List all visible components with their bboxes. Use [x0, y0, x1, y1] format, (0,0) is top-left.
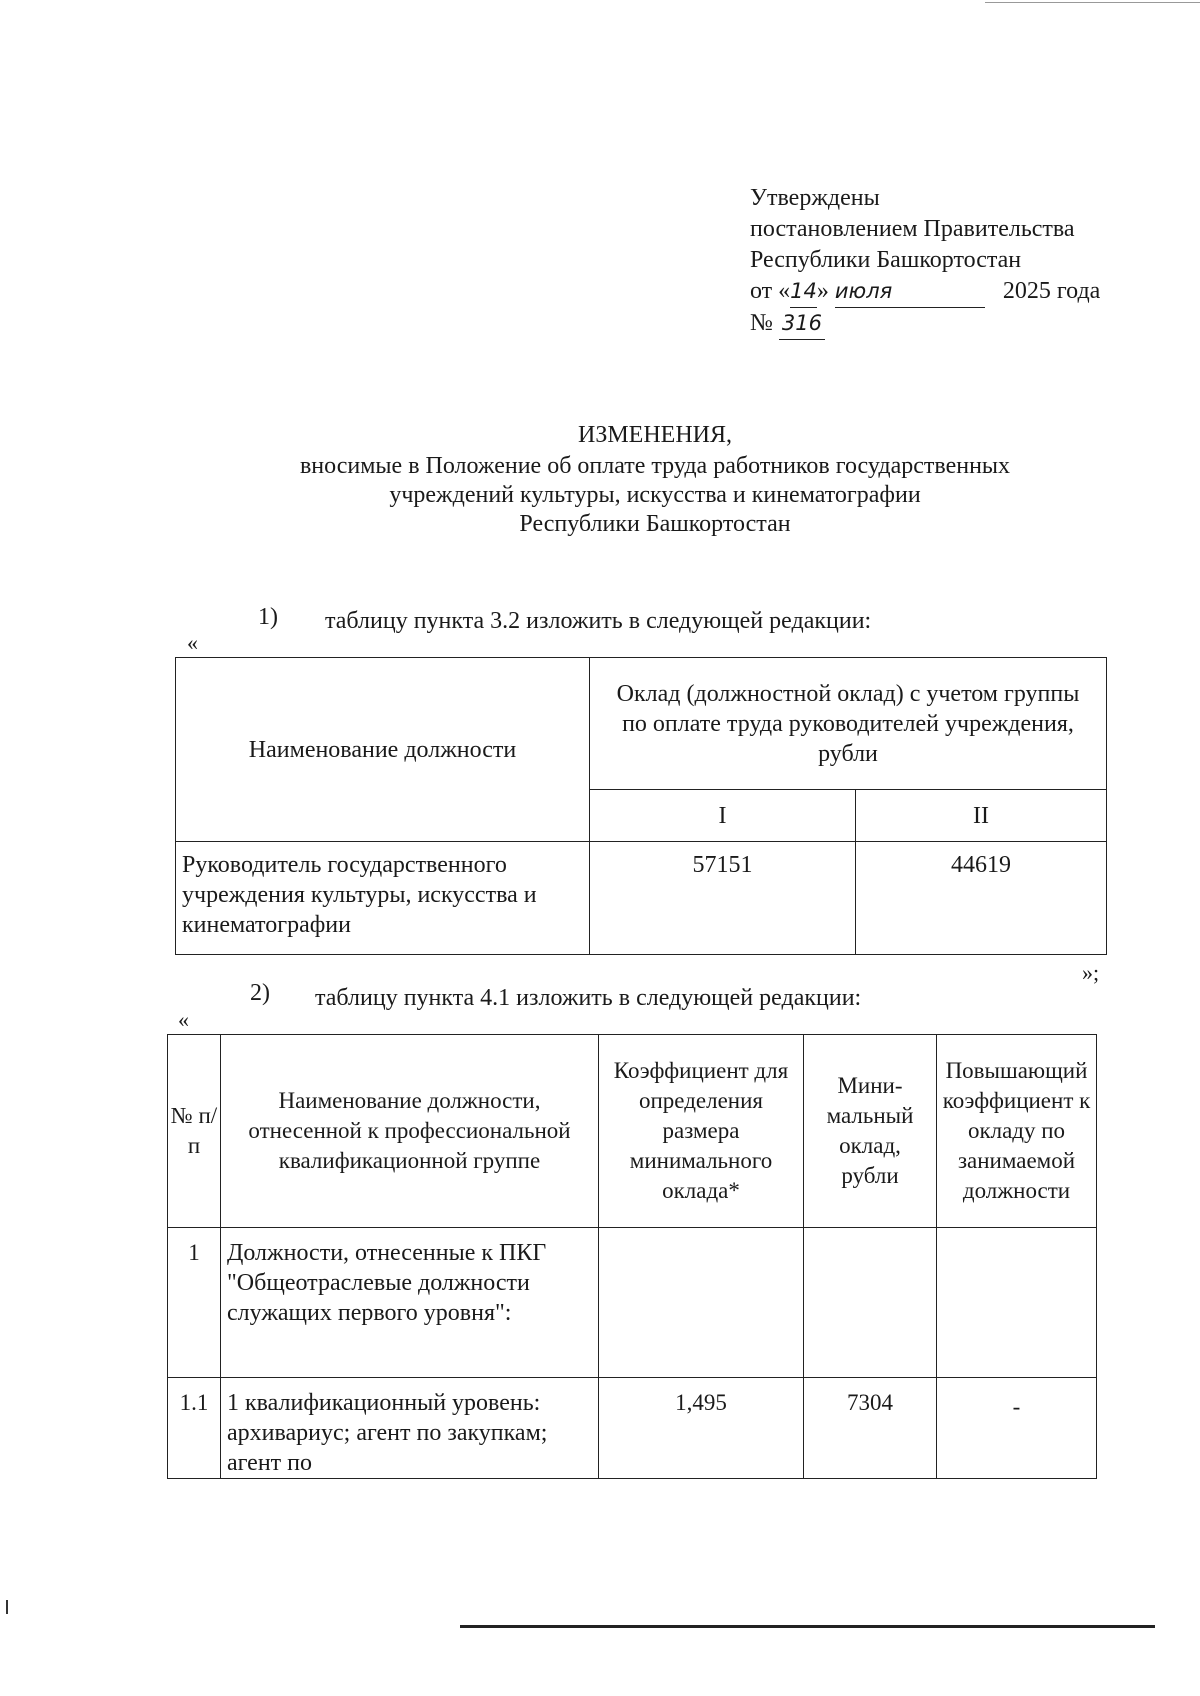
t2-row-2-min: 7304 [804, 1378, 937, 1479]
t2-row-2-num: 1.1 [168, 1378, 221, 1479]
approval-block [750, 183, 1100, 340]
scan-edge-bottom [460, 1625, 1155, 1628]
t2-row-1-coef [599, 1228, 804, 1378]
t1-row-name: Руководитель государственного учреждения культуры, искусства и кинематографии [176, 842, 590, 955]
table-row [168, 1378, 1097, 1479]
item-1-number: 1) [258, 604, 278, 630]
t1-header-salary: Оклад (должностной оклад) с учетом группы по оплате труда руководителей учреждения, рубли [590, 658, 1107, 790]
title-line-1: вносимые в Положение об оплате труда работников государственных [299, 453, 1011, 479]
t2-header-min: Мини-мальный оклад, рубли [804, 1035, 937, 1228]
title-main: ИЗМЕНЕНИЯ, [577, 422, 733, 448]
item-1-close-quote: »; [1082, 960, 1100, 985]
t2-header-raise: Повышающий коэффициент к окладу по занимаемой должности [937, 1035, 1097, 1228]
date-month-field [835, 276, 985, 308]
number-value: 316 [779, 308, 825, 340]
approval-line-3: Республики Башкортостан [750, 247, 1022, 273]
t2-header-coef: Коэффициент для определения размера минимального оклада* [599, 1035, 804, 1228]
t2-row-2-name: 1 квалификационный уровень: архивариус; агент по закупкам; агент по [221, 1378, 599, 1479]
t1-header-name: Наименование должности [176, 658, 590, 842]
t2-row-1-name: Должности, отнесенные к ПКГ "Общеотраслевые должности служащих первого уровня": [221, 1228, 599, 1378]
t2-row-2-coef: 1,495 [599, 1378, 804, 1479]
t2-row-1-min [804, 1228, 937, 1378]
t1-group-2: II [856, 790, 1107, 842]
t1-group-1: I [590, 790, 856, 842]
t2-row-1-num: 1 [168, 1228, 221, 1378]
item-1-text: таблицу пункта 3.2 изложить в следующей редакции: [325, 608, 872, 634]
t2-row-1-raise [937, 1228, 1097, 1378]
item-2-open-quote: « [178, 1007, 189, 1032]
table-row [168, 1228, 1097, 1378]
date-month: июля [834, 279, 893, 303]
item-2-number: 2) [250, 980, 270, 1006]
table-1 [175, 657, 1107, 955]
t1-row-value-1: 57151 [590, 842, 856, 955]
document-title [200, 421, 1110, 539]
date-year: 2025 года [1002, 278, 1101, 304]
approval-date: от «14» июля 2025 года [750, 276, 1100, 308]
t2-header-num: № п/п [168, 1035, 221, 1228]
date-day: 14 [790, 276, 817, 308]
approval-line-2: постановлением Правительства [750, 216, 1075, 242]
item-1-open-quote: « [187, 630, 198, 655]
approval-number: № 316 [750, 308, 1100, 340]
approval-line-1: Утверждены [750, 185, 880, 211]
item-2-text: таблицу пункта 4.1 изложить в следующей редакции: [315, 985, 862, 1011]
t2-header-name: Наименование должности, отнесенной к профессиональной квалификационной группе [221, 1035, 599, 1228]
t1-row-value-2: 44619 [856, 842, 1107, 955]
title-line-2: учреждений культуры, искусства и кинематографии [389, 482, 921, 508]
scan-mark-left [6, 1600, 8, 1614]
table-2 [167, 1034, 1097, 1479]
scan-edge-top [985, 2, 1200, 3]
t2-row-2-raise: - [937, 1378, 1097, 1479]
title-line-3: Республики Башкортостан [519, 511, 791, 537]
